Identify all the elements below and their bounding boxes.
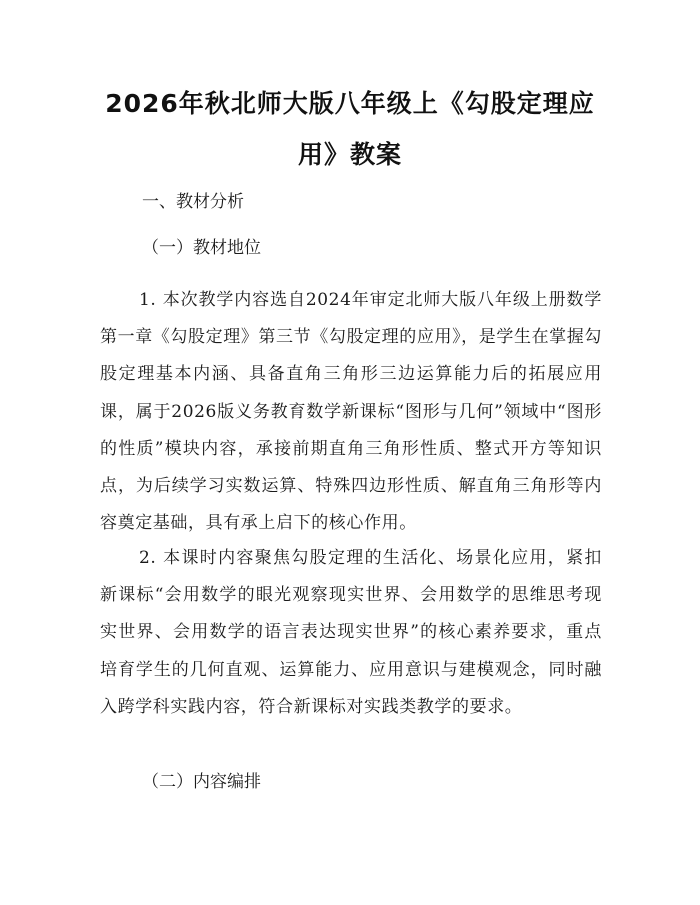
section-heading-textbook-analysis: 一、教材分析 bbox=[142, 192, 244, 212]
paragraph-2: 2. 本课时内容聚焦勾股定理的生活化、场景化应用，紧扣新课标“会用数学的眼光观察现实世界、会用数学的思维思考现实世界、会用数学的语言表达现实世界”的核心素养要求，重点培育学生的几何直观、运算能力、应用意识与建模观念，同时融入跨学科实践内容，符合新课标对实践类教学的要求。 bbox=[100, 548, 602, 717]
subsection-heading-textbook-position: （一）教材地位 bbox=[142, 238, 261, 258]
document-title: 2026年秋北师大版八年级上《勾股定理应用》教案 bbox=[105, 89, 595, 169]
paragraph-1: 1. 本次教学内容选自2024年审定北师大版八年级上册数学第一章《勾股定理》第三节《勾股定理的应用》，是学生在掌握勾股定理基本内涵、具备直角三角形三边运算能力后的拓展应用课，属于2026版义务教育数学新课标“图形与几何”领域中“图形的性质”模块内容，承接前期直角三角形性质、整式开方等知识点，为后续学习实数运算、特殊四边形性质、解直角三角形等内容奠定基础，具有承上启下的核心作用。 bbox=[100, 290, 602, 534]
subsection-heading-content-arrangement: （二）内容编排 bbox=[142, 772, 261, 792]
